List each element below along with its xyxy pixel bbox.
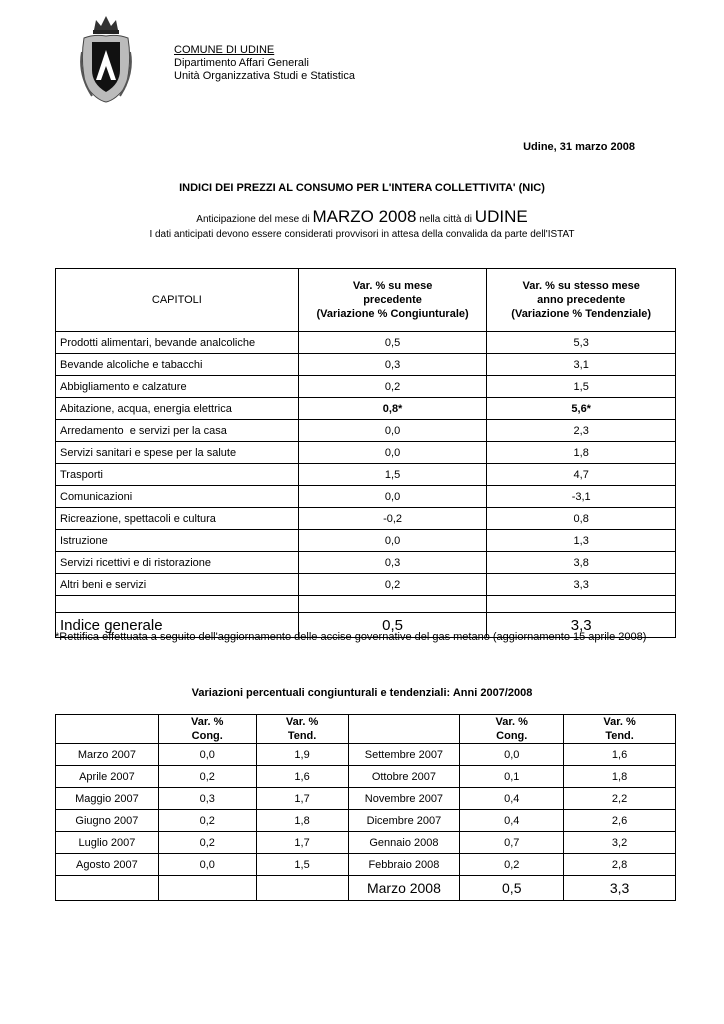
document-date: Udine, 31 marzo 2008 <box>523 141 635 153</box>
table-row <box>56 332 676 354</box>
spacer-cell <box>487 596 676 613</box>
spacer-cell <box>298 596 487 613</box>
table-row <box>56 788 676 810</box>
table-row <box>56 442 676 464</box>
row-label: Abbigliamento e calzature <box>56 376 299 398</box>
header-block <box>174 44 355 83</box>
row-label: Trasporti <box>56 464 299 486</box>
row-label: Comunicazioni <box>56 486 299 508</box>
row-tend: 1,3 <box>487 530 676 552</box>
header-cong-line3: (Variazione % Congiunturale) <box>316 308 469 320</box>
header-capitoli: CAPITOLI <box>56 269 299 332</box>
row-label: Bevande alcoliche e tabacchi <box>56 354 299 376</box>
table2-title: Variazioni percentuali congiunturali e tendenziali: Anni 2007/2008 <box>191 687 533 699</box>
header-tend-line3: (Variazione % Tendenziale) <box>511 308 652 320</box>
row-tend: 2,3 <box>487 420 676 442</box>
monthly-variations-table <box>55 714 676 901</box>
cong-cell: 0,4 <box>460 788 564 810</box>
antic-city: UDINE <box>474 207 528 226</box>
org-name: COMUNE DI UDINE <box>174 44 275 56</box>
current-cong: 0,5 <box>460 876 564 901</box>
month-cell: Gennaio 2008 <box>348 832 460 854</box>
row-cong: 0,3 <box>298 354 487 376</box>
row-cong: -0,2 <box>298 508 487 530</box>
header-cong-l2: Cong. <box>496 730 528 742</box>
row-tend: 3,1 <box>487 354 676 376</box>
tend-cell: 1,8 <box>256 810 348 832</box>
antic-prefix: Anticipazione del mese di <box>196 214 310 225</box>
row-cong: 0,0 <box>298 420 487 442</box>
table-row <box>56 766 676 788</box>
row-cong: 0,8* <box>298 398 487 420</box>
row-label: Abitazione, acqua, energia elettrica <box>56 398 299 420</box>
table-row <box>56 354 676 376</box>
current-tend: 3,3 <box>564 876 676 901</box>
anticipazione-line <box>0 207 724 227</box>
row-tend: 0,8 <box>487 508 676 530</box>
header-tend-line1: Var. % su stesso mese <box>522 280 640 292</box>
month-cell: Luglio 2007 <box>56 832 159 854</box>
header-congiunturale <box>298 269 487 332</box>
table2-header-row <box>56 715 676 744</box>
antic-month: MARZO 2008 <box>312 207 417 226</box>
table-row <box>56 552 676 574</box>
tend-cell: 2,8 <box>564 854 676 876</box>
tend-cell: 1,9 <box>256 744 348 766</box>
tend-cell: 1,6 <box>564 744 676 766</box>
header-cong <box>460 715 564 744</box>
antic-middle: nella città di <box>419 214 473 225</box>
cong-cell: 0,0 <box>158 854 256 876</box>
table-row <box>56 398 676 420</box>
header-empty <box>348 715 460 744</box>
total-tend: 3,3 <box>487 613 676 638</box>
provisional-note: I dati anticipati devono essere considerati provvisori in attesa della convalida da parte dell'ISTAT <box>149 229 575 240</box>
month-cell: Novembre 2007 <box>348 788 460 810</box>
tend-cell: 1,6 <box>256 766 348 788</box>
month-cell: Maggio 2007 <box>56 788 159 810</box>
row-cong: 0,0 <box>298 486 487 508</box>
header-cong-l2: Cong. <box>191 730 223 742</box>
unit-name: Unità Organizzativa Studi e Statistica <box>174 70 355 82</box>
month-cell: Marzo 2007 <box>56 744 159 766</box>
row-cong: 0,2 <box>298 574 487 596</box>
month-cell: Giugno 2007 <box>56 810 159 832</box>
cong-cell: 0,2 <box>460 854 564 876</box>
row-label: Ricreazione, spettacoli e cultura <box>56 508 299 530</box>
cong-cell: 0,1 <box>460 766 564 788</box>
month-cell: Agosto 2007 <box>56 854 159 876</box>
header-cong-line2: precedente <box>363 294 422 306</box>
header-cong-l1: Var. % <box>495 716 528 728</box>
cong-cell: 0,2 <box>158 832 256 854</box>
header-tend-line2: anno precedente <box>537 294 626 306</box>
row-label: Arredamento e servizi per la casa <box>56 420 299 442</box>
row-tend: 5,3 <box>487 332 676 354</box>
row-tend: 5,6* <box>487 398 676 420</box>
row-tend: 1,5 <box>487 376 676 398</box>
cong-cell: 0,0 <box>158 744 256 766</box>
row-cong: 1,5 <box>298 464 487 486</box>
table-row <box>56 854 676 876</box>
table-row <box>56 574 676 596</box>
document-title: INDICI DEI PREZZI AL CONSUMO PER L'INTERA COLLETTIVITA' (NIC) <box>179 182 545 194</box>
comune-crest-logo <box>78 12 134 106</box>
tend-cell: 2,2 <box>564 788 676 810</box>
month-cell: Aprile 2007 <box>56 766 159 788</box>
tend-cell: 3,2 <box>564 832 676 854</box>
header-cong-l1: Var. % <box>191 716 224 728</box>
row-tend: 3,3 <box>487 574 676 596</box>
table-row <box>56 508 676 530</box>
header-tend-l1: Var. % <box>603 716 636 728</box>
table-row <box>56 530 676 552</box>
row-label: Servizi sanitari e spese per la salute <box>56 442 299 464</box>
cong-cell: 0,3 <box>158 788 256 810</box>
department-name: Dipartimento Affari Generali <box>174 57 309 69</box>
current-month: Marzo 2008 <box>348 876 460 901</box>
month-cell: Dicembre 2007 <box>348 810 460 832</box>
tend-cell: 1,7 <box>256 832 348 854</box>
row-tend: 1,8 <box>487 442 676 464</box>
row-label: Altri beni e servizi <box>56 574 299 596</box>
current-month-row <box>56 876 676 901</box>
tend-cell: 1,7 <box>256 788 348 810</box>
header-tend <box>564 715 676 744</box>
row-cong: 0,5 <box>298 332 487 354</box>
header-tend-l2: Tend. <box>605 730 634 742</box>
empty-cell <box>56 876 159 901</box>
header-tend-l2: Tend. <box>287 730 317 742</box>
row-label: Servizi ricettivi e di ristorazione <box>56 552 299 574</box>
row-cong: 0,2 <box>298 376 487 398</box>
month-cell: Settembre 2007 <box>348 744 460 766</box>
month-cell: Ottobre 2007 <box>348 766 460 788</box>
spacer-row <box>56 596 676 613</box>
table-row <box>56 464 676 486</box>
header-empty <box>56 715 159 744</box>
row-cong: 0,0 <box>298 442 487 464</box>
cong-cell: 0,2 <box>158 766 256 788</box>
tend-cell: 2,6 <box>564 810 676 832</box>
cong-cell: 0,0 <box>460 744 564 766</box>
table-header-row <box>56 269 676 332</box>
row-tend: 3,8 <box>487 552 676 574</box>
header-cong-line1: Var. % su mese <box>352 280 433 292</box>
cong-cell: 0,4 <box>460 810 564 832</box>
cong-cell: 0,7 <box>460 832 564 854</box>
header-tend <box>256 715 348 744</box>
tend-cell: 1,5 <box>256 854 348 876</box>
total-cong: 0,5 <box>298 613 487 638</box>
spacer-cell <box>56 596 299 613</box>
row-cong: 0,0 <box>298 530 487 552</box>
empty-cell <box>158 876 256 901</box>
table-row <box>56 376 676 398</box>
row-tend: -3,1 <box>487 486 676 508</box>
cong-cell: 0,2 <box>158 810 256 832</box>
month-cell: Febbraio 2008 <box>348 854 460 876</box>
table-row <box>56 486 676 508</box>
empty-cell <box>256 876 348 901</box>
row-tend: 4,7 <box>487 464 676 486</box>
row-label: Prodotti alimentari, bevande analcoliche <box>56 332 299 354</box>
total-label: Indice generale <box>56 613 299 638</box>
row-cong: 0,3 <box>298 552 487 574</box>
header-tendenziale <box>487 269 676 332</box>
row-label: Istruzione <box>56 530 299 552</box>
capitoli-table <box>55 268 676 638</box>
header-cong <box>158 715 256 744</box>
tend-cell: 1,8 <box>564 766 676 788</box>
table-row <box>56 832 676 854</box>
header-tend-l1: Var. % <box>285 716 319 728</box>
table-row <box>56 420 676 442</box>
footnote: *Rettifica effettuata a seguito dell'aggiornamento delle accise governative del gas metano (aggiornamento 15 aprile 2008) <box>55 631 647 643</box>
table-row <box>56 744 676 766</box>
table-row <box>56 810 676 832</box>
